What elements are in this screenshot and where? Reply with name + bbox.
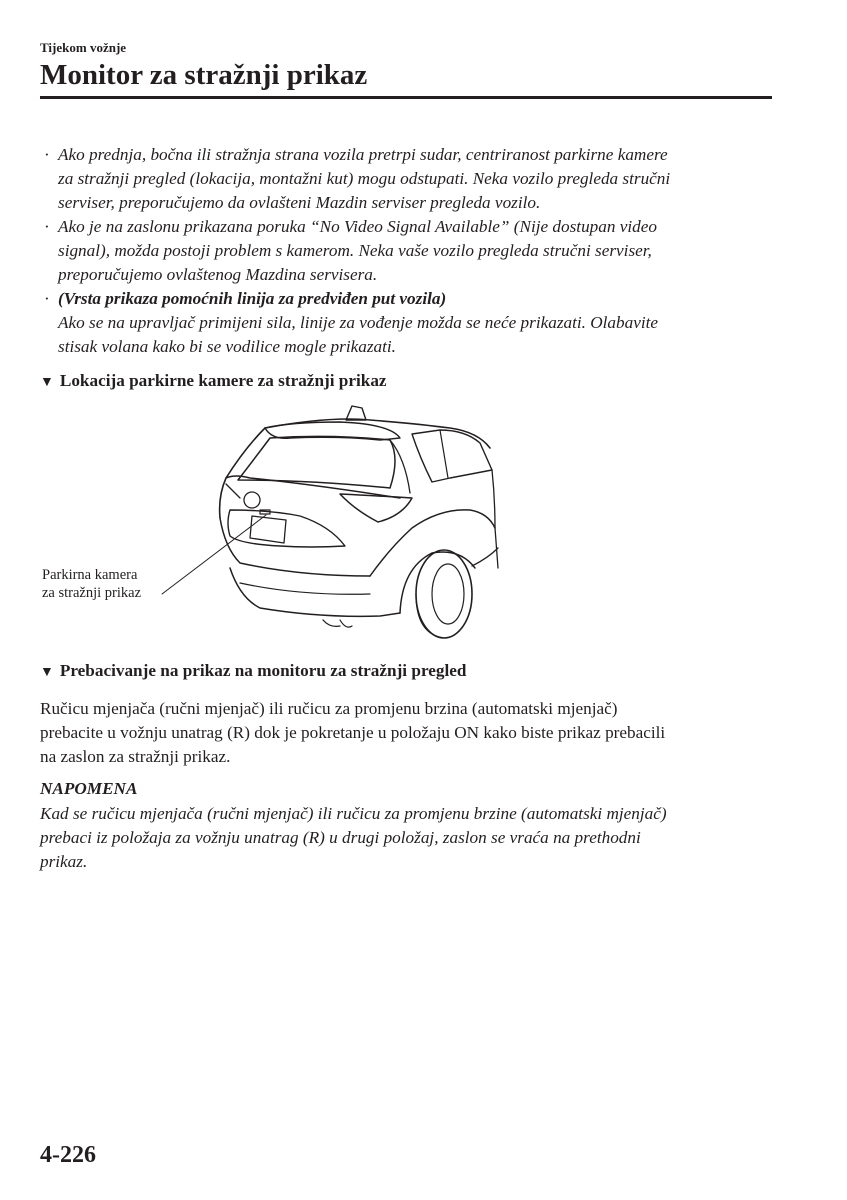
caution-line: Ako se na upravljač primijeni sila, linije za vođenje možda se neće prikazati. Olabavite (58, 313, 659, 332)
body-line: Ručicu mjenjača (ručni mjenjač) ili ručicu za promjenu brzina (automatski mjenjač) (40, 699, 618, 718)
switching-body-text (40, 697, 770, 769)
body-line: prebacite u vožnju unatrag (R) dok je pokretanje u položaju ON kako biste prikaz prebacili (40, 723, 666, 742)
caution-bold-line: (Vrsta prikaza pomoćnih linija za predviđen put vozila) (58, 289, 447, 308)
body-line: na zaslon za stražnji prikaz. (40, 747, 231, 766)
caution-line: Ako prednja, bočna ili stražnja strana vozila pretrpi sudar, centriranost parkirne kamere (58, 145, 668, 164)
note-text (40, 802, 775, 874)
caution-line: za stražnji pregled (lokacija, montažni kut) mogu odstupati. Neka vozilo pregleda stručni (58, 169, 671, 188)
caution-list (44, 143, 769, 359)
page-number: 4-226 (40, 1142, 96, 1168)
caution-line: preporučujemo ovlaštenog Mazdina servisera. (58, 265, 378, 284)
caution-item-1 (44, 143, 769, 215)
title-rule (40, 96, 772, 99)
note-line: prikaz. (40, 852, 88, 871)
bullet-dot: · (44, 145, 50, 164)
section-heading-camera-location (40, 370, 387, 394)
note-line: Kad se ručicu mjenjača (ručni mjenjač) ili ručicu za promjenu brzine (automatski mjenjač) (40, 804, 667, 823)
section-label: Tijekom vožnje (40, 40, 127, 55)
note-line: prebaci iz položaja za vožnju unatrag (R) u drugi položaj, zaslon se vraća na prethodni (40, 828, 641, 847)
triangle-down-icon: ▼ (40, 375, 54, 390)
section-heading-switching (40, 660, 466, 684)
caution-line: serviser, preporučujemo da ovlašteni Mazdin serviser pregleda vozilo. (58, 193, 541, 212)
note-heading: NAPOMENA (40, 779, 138, 798)
caution-line: stisak volana kako bi se vodilice mogle prikazati. (58, 337, 396, 356)
section-heading-text: Lokacija parkirne kamere za stražnji prikaz (59, 371, 387, 390)
triangle-down-icon: ▼ (40, 665, 54, 680)
caption-line: za stražnji prikaz (42, 585, 142, 601)
page-title: Monitor za stražnji prikaz (40, 59, 368, 91)
rear-car-illustration (40, 398, 510, 643)
caution-line: Ako je na zaslonu prikazana poruka “No Video Signal Available” (Nije dostupan video (58, 217, 657, 236)
caution-line: signal), možda postoji problem s kamerom. Neka vaše vozilo pregleda stručni serviser, (58, 241, 652, 260)
bullet-dot: · (44, 289, 50, 308)
caution-item-3 (44, 287, 769, 359)
section-heading-text: Prebacivanje na prikaz na monitoru za stražnji pregled (59, 661, 467, 680)
caption-line: Parkirna kamera (42, 567, 138, 583)
figure-caption (42, 566, 141, 602)
bullet-dot: · (44, 217, 50, 236)
caution-item-2 (44, 215, 769, 287)
